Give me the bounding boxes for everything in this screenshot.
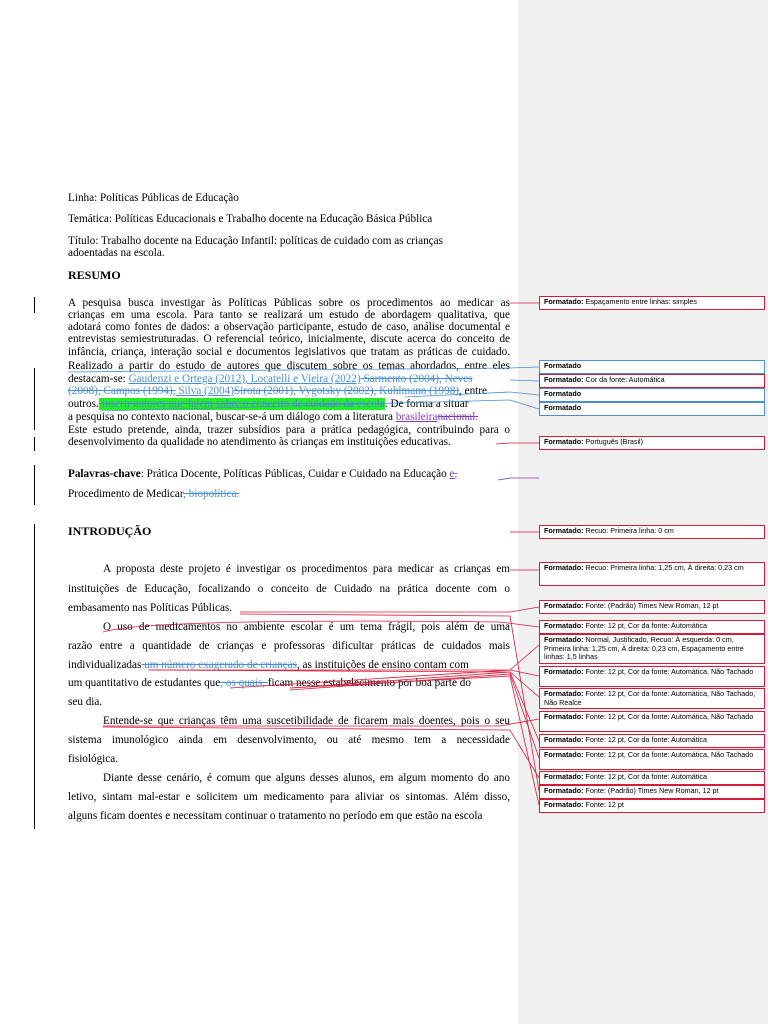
resumo-line: adotará como fontes de dados: a observação participante, estudo de caso, análise documental e [68,321,510,333]
resumo-line: Este estudo pretende, ainda, trazer subsídios para a prática pedagógica, contribuindo para o [68,424,510,436]
resumo-line: entrevistas semiestruturadas. O referencial teórico, inicialmente, discute acerca do conceito de [68,333,510,345]
line-of-research: Linha: Políticas Públicas de Educação [68,192,239,204]
resumo-line: A pesquisa busca investigar às Políticas Públicas sobre os procedimentos ao medicar as [68,297,510,309]
deleted-text: , biopolítica. [183,488,240,500]
deleted-text: , os quais, [220,677,268,689]
resumo-line: infância, criança, interação social e documentos legislativos que tratam as práticas de cuidado. [68,346,510,358]
inserted-text: e [449,468,455,480]
text-run: , entre [459,385,487,397]
resumo-line [68,398,510,411]
text-run: um quantitativo de estudantes que [68,677,221,689]
comments-pane [518,0,768,1024]
deleted-text: (2008), Campos (1994), [68,385,176,397]
resumo-heading: RESUMO [68,268,121,282]
comment-balloon[interactable]: Formatado: Recuo: Primeira linha: 0 cm [539,525,765,539]
intro-line: instituições de Educação, focalizando o conceito de Cuidado na prática docente com o [68,583,510,595]
resumo-line [68,385,510,398]
deleted-text: Sirota (2001), Vygotsky (2002), Kuhlmann (1998) [233,385,460,397]
comment-balloon[interactable]: Formatado: Fonte: (Padrão) Times New Roman, 12 pt [539,600,765,614]
intro-line: O uso de medicamentos no ambiente escolar é um tema frágil, pois além de uma [103,621,510,633]
keywords-line [68,468,510,481]
intro-line: Diante desse cenário, é comum que alguns desses alunos, em algum momento do ano [103,772,510,784]
resumo-line [68,411,510,424]
highlighted-deleted-text: Inserir autores que falem sobre o conceito de cuidado da escola [98,398,385,410]
comment-balloon[interactable]: Formatado: Espaçamento entre linhas: simples [539,296,765,310]
comment-balloon[interactable]: Formatado: Fonte: (Padrão) Times New Roman, 12 pt [539,785,765,799]
deleted-text: nacional. [437,411,479,423]
comment-balloon[interactable]: Formatado: Fonte: 12 pt [539,799,765,813]
comment-balloon[interactable]: Formatado: Fonte: 12 pt, Cor da fonte: Automática, Não Tachado [539,749,765,770]
resumo-line: desenvolvimento da qualidade no atendimento às crianças em instituições educativas. [68,436,451,448]
intro-heading: INTRODUÇÃO [68,524,152,538]
inserted-text: Gaudenzi e Ortega (2012), Locatelli e Vieira (2022) [128,373,361,385]
deleted-text: , [454,468,458,480]
resumo-line: crianças em uma escola. Para tanto se realizará um estudo de abordagem qualitativa, que [68,309,510,321]
intro-line [68,677,510,690]
comment-balloon[interactable]: Formatado [539,360,765,374]
change-bar [34,524,35,829]
inserted-text: Silva (2004) [175,385,234,397]
intro-line: razão entre a quantidade de crianças e professoras dificultar práticas de cuidados mais [68,640,510,652]
comment-balloon[interactable]: Formatado: Cor da fonte: Automática [539,374,765,388]
text-run: individualizadas [68,659,142,671]
comment-balloon[interactable]: Formatado: Fonte: 12 pt, Cor da fonte: Automática, Não Tachado [539,711,765,732]
change-bar [34,368,35,430]
change-bar [34,437,35,451]
text-run: destacam-se: [68,373,129,385]
resumo-line: Realizado a partir do estudo de autores que discutem sobre os temas abordados, entre eles [68,360,510,372]
text-run: : Prática Docente, Políticas Públicas, Cuidar e Cuidado na Educação [140,468,450,480]
comment-balloon[interactable]: Formatado: Fonte: 12 pt, Cor da fonte: Automática [539,771,765,785]
intro-line: seu dia. [68,696,103,708]
intro-line: alguns ficam doentes e necessitam continuar o tratamento no período em que estão na escola [68,810,483,822]
comment-balloon[interactable]: Formatado: Fonte: 12 pt, Cor da fonte: Automática, Não Tachado [539,666,765,687]
theme: Temática: Políticas Educacionais e Trabalho docente na Educação Básica Pública [68,213,433,225]
title-line-2: adoentadas na escola. [68,247,165,259]
intro-line: sistema imunológico ainda em desenvolvimento, ou até mesmo tem a necessidade [68,734,510,746]
comment-balloon[interactable]: Formatado [539,402,765,416]
intro-line [68,659,510,672]
deleted-text: um número exagerado de crianças [141,659,297,671]
text-run: Procedimento de Medicar [68,488,184,500]
comment-balloon[interactable]: Formatado [539,388,765,402]
text-run: a pesquisa no contexto nacional, buscar-se-á um diálogo com a literatura [68,411,396,423]
change-bar [34,297,35,313]
intro-line: embasamento nas Políticas Públicas. [68,602,233,614]
intro-line: letivo, sintam mal-estar e solicitem um medicamento para aliviar os sintomas. Além disso, [68,791,510,803]
keywords-line [68,488,510,501]
comment-balloon[interactable]: Formatado: Português (Brasil) [539,436,765,450]
intro-line: fisiológica. [68,753,119,765]
intro-line: A proposta deste projeto é investigar os procedimentos para medicar as crianças em [103,563,510,575]
change-bar [34,465,35,505]
text-run: , as instituições de ensino contam com [296,659,469,671]
text-run: . De forma a situar [384,398,469,410]
comment-balloon[interactable]: Formatado: Fonte: 12 pt, Cor da fonte: Automática [539,620,765,634]
inserted-text: brasileira [395,411,438,423]
comment-balloon[interactable]: Formatado: Fonte: 12 pt, Cor da fonte: Automática [539,734,765,748]
title-line-1: Título: Trabalho docente na Educação Infantil: políticas de cuidado com as crianças [68,235,443,247]
intro-line: Entende-se que crianças têm uma suscetibilidade de ficarem mais doentes, pois o seu [103,715,510,727]
keywords-label: Palavras-chave [68,468,141,480]
text-run: ficam nesse estabelecimento por boa parte do [267,677,471,689]
comment-balloon[interactable]: Formatado: Fonte: 12 pt, Cor da fonte: Automática, Não Tachado, Não Realce [539,688,765,709]
deleted-text: Sarmento (2004), Neves [360,373,473,385]
text-run: outros. [68,398,99,410]
comment-balloon[interactable]: Formatado: Normal, Justificado, Recuo: À esquerda: 0 cm, Primeira linha: 1,25 cm, À direita: 0,23 cm, Espaçamento entre linhas: 1,5 linhas [539,634,765,664]
comment-balloon[interactable]: Formatado: Recuo: Primeira linha: 1,25 cm, À direita: 0,23 cm [539,562,765,586]
